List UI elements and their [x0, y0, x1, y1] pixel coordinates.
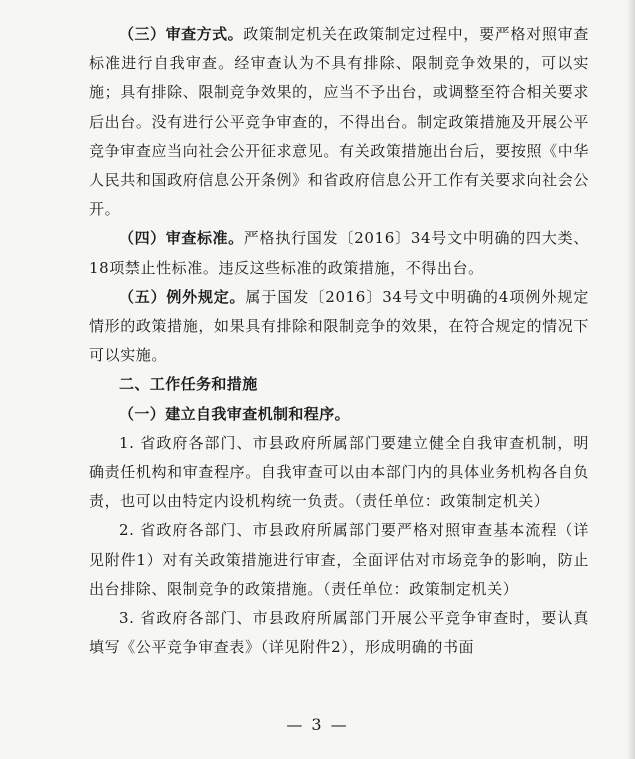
page-number: — 3 — — [286, 715, 349, 734]
list-item-3: 3. 省政府各部门、市县政府所属部门开展公平竞争审查时，要认真填写《公平竞争审查表》（详见附件2），形成明确的书面 — [89, 609, 589, 657]
body-exception-rules: 属于国发〔2016〕34号文中明确的4项例外规定情形的政策措施，如果具有排除和限制竞争的效果，在符合规定的情况下可以实施。 — [89, 287, 589, 365]
paragraph-review-method — [89, 20, 589, 224]
list-item-1: 1. 省政府各部门、市县政府所属部门要建立健全自我审查机制，明确责任机构和审查程序。自我审查可以由本部门内的具体业务机构各自负责，也可以由特定内设机构统一负责。（责任单位：政策制定机关） — [89, 433, 589, 511]
body-review-method: 政策制定机关在政策制定过程中，要严格对照审查标准进行自我审查。经审查认为不具有排除、限制竞争效果的，可以实施；具有排除、限制竞争效果的，应当不予出台，或调整至符合相关要求后出台。没有进行公平竞争审查的，不得出台。制定政策措施及开展公平竞争审查应当向社会公开征求意见。有关政策措施出台后，要按照《中华人民共和国政府信息公开条例》和省政府信息公开工作有关要求向社会公开。 — [89, 25, 590, 219]
paragraph-review-standard — [89, 224, 589, 282]
body-review-standard: 严格执行国发〔2016〕34号文中明确的四大类、18项禁止性标准。违反这些标准的政策措施，不得出台。 — [89, 229, 590, 277]
subsection-title-self-review: （一）建立自我审查机制和程序。 — [119, 404, 351, 423]
heading-exception-rules: （五）例外规定。 — [119, 287, 246, 306]
list-item-2: 2. 省政府各部门、市县政府所属部门要严格对照审查基本流程（详见附件1）对有关政策措施进行审查，全面评估对市场竞争的影响，防止出台排除、限制竞争的政策措施。（责任单位：政策制定机关） — [89, 521, 589, 598]
heading-review-method: （三）审查方式。 — [119, 25, 244, 43]
page-edge-shadow — [627, 0, 635, 759]
section-title-tasks-measures: 二、工作任务和措施 — [119, 375, 258, 394]
paragraph-exception-rules — [89, 283, 589, 371]
heading-review-standard: （四）审查标准。 — [119, 229, 244, 248]
